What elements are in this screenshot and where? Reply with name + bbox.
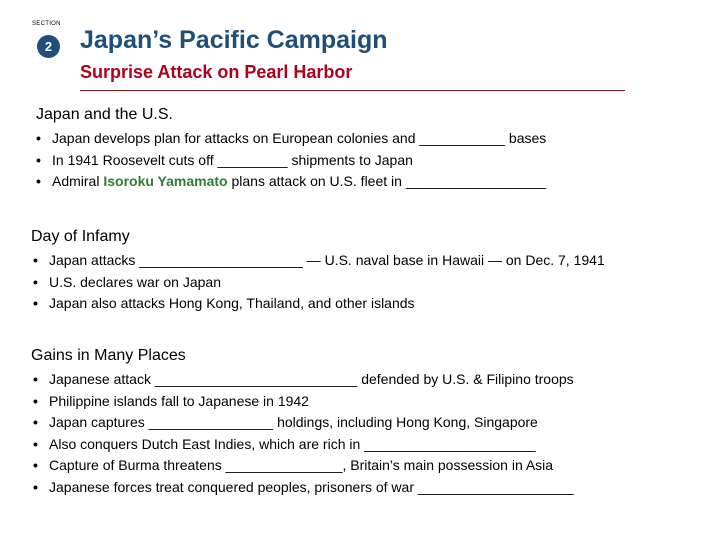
- section-heading: Japan and the U.S.: [36, 106, 173, 123]
- section-label: SECTION: [32, 21, 61, 27]
- list-item: [31, 369, 711, 391]
- list-item: [31, 250, 711, 272]
- bullet-list: [31, 369, 711, 499]
- page-title: Japan’s Pacific Campaign: [80, 26, 388, 54]
- bullet-text: , Britain’s main possession in Asia: [342, 457, 554, 474]
- list-item: • Japan also attacks Hong Kong, Thailand, and other islands: [31, 293, 711, 315]
- title-divider: [80, 90, 625, 91]
- highlighted-name: Isoroku Yamamato: [103, 173, 228, 190]
- fill-in-blank: _______________: [225, 457, 343, 474]
- section-day-of-infamy: [31, 228, 711, 315]
- list-item: [34, 128, 716, 150]
- bullet-text: — U.S. naval base in Hawaii — on Dec. 7, 1941: [302, 252, 605, 268]
- bullet-text: shipments to Japan: [287, 151, 413, 168]
- list-item: [31, 412, 711, 434]
- bullet-text: Capture of Burma threatens: [49, 457, 226, 474]
- fill-in-blank: ________________: [148, 414, 274, 431]
- section-japan-and-us: [36, 106, 716, 193]
- bullet-text: defended by U.S. & Filipino troops: [357, 371, 574, 387]
- bullet-text: Japan attacks: [49, 252, 140, 268]
- bullet-list: [31, 250, 711, 315]
- list-item: [31, 455, 711, 477]
- list-item: [34, 171, 716, 193]
- fill-in-blank: __________________: [405, 173, 546, 190]
- list-item: • Philippine islands fall to Japanese in 1942: [31, 391, 711, 413]
- fill-in-blank: _________: [217, 151, 288, 168]
- fill-in-blank: ____________________: [417, 478, 574, 495]
- fill-in-blank: _____________________: [139, 252, 303, 268]
- section-heading: Gains in Many Places: [31, 347, 186, 364]
- bullet-text: In 1941 Roosevelt cuts off: [52, 151, 218, 168]
- bullet-list: [34, 128, 716, 193]
- section-heading: Day of Infamy: [31, 228, 130, 245]
- fill-in-blank: ______________________: [364, 435, 536, 452]
- fill-in-blank: __________________________: [154, 371, 358, 387]
- section-number-badge: 2: [37, 35, 60, 58]
- section-gains-in-many-places: [31, 347, 711, 499]
- bullet-text: Japan develops plan for attacks on European colonies and: [52, 130, 420, 146]
- list-item: [34, 150, 716, 172]
- list-item: • U.S. declares war on Japan: [31, 272, 711, 294]
- bullet-text: plans attack on U.S. fleet in: [227, 173, 406, 190]
- bullet-text: holdings, including Hong Kong, Singapore: [273, 414, 538, 431]
- bullet-text: Japanese forces treat conquered peoples, prisoners of war: [49, 478, 418, 495]
- list-item: [31, 477, 711, 499]
- list-item: [31, 434, 711, 456]
- bullet-text: Japan captures: [49, 414, 149, 431]
- page-subtitle: Surprise Attack on Pearl Harbor: [80, 62, 353, 82]
- bullet-text: bases: [505, 130, 547, 146]
- bullet-text: Also conquers Dutch East Indies, which are rich in: [49, 435, 365, 452]
- bullet-text: Admiral: [52, 173, 104, 190]
- bullet-text: Japanese attack: [49, 371, 155, 387]
- fill-in-blank: ___________: [419, 130, 506, 146]
